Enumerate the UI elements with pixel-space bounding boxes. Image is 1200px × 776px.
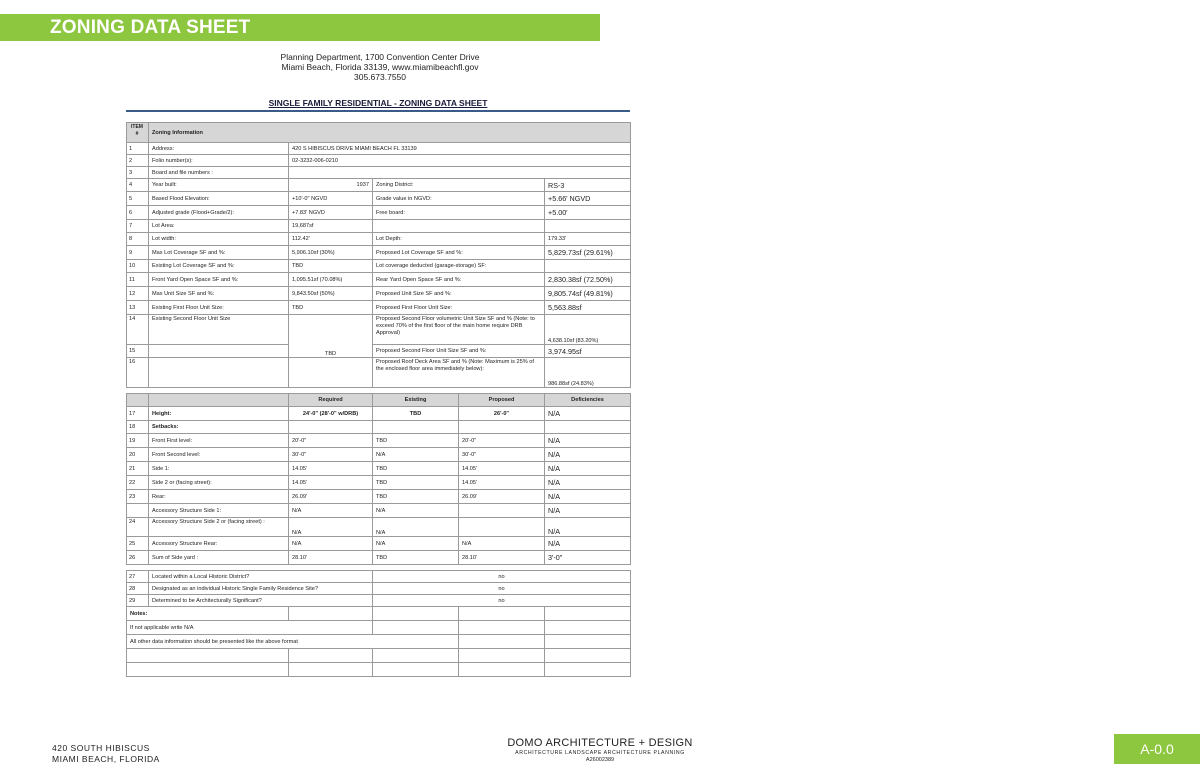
table-row <box>127 421 631 434</box>
item-number: 16 <box>127 358 149 388</box>
table-header-row <box>127 123 631 143</box>
proposed-second-floor-volumetric-value: 4,638.10sf (83.20%) <box>545 315 631 345</box>
setback-header-row <box>127 394 631 407</box>
empty-cell <box>373 663 459 677</box>
item-number: 3 <box>127 167 149 179</box>
item-number: 9 <box>127 246 149 260</box>
field-label: Lot coverage deducted (garage-storage) SF: <box>373 260 545 273</box>
proposed-value: 30'-0" <box>459 448 545 462</box>
notes-row <box>127 649 631 663</box>
notes-row <box>127 663 631 677</box>
field-label: Existing First Floor Unit Size: <box>149 301 289 315</box>
field-label: Rear: <box>149 490 289 504</box>
front-yard-value: 1,095.51sf (70.08%) <box>289 273 373 287</box>
item-number: 10 <box>127 260 149 273</box>
empty-cell <box>373 621 459 635</box>
max-unit-size-value: 9,843.50sf (50%) <box>289 287 373 301</box>
question-answer: no <box>373 595 631 607</box>
empty-cell <box>545 260 631 273</box>
proposed-unit-size-value: 9,805.74sf (49.81%) <box>545 287 631 301</box>
table-row <box>127 476 631 490</box>
lot-depth-value: 179.33' <box>545 233 631 246</box>
existing-first-floor-value: TBD <box>289 301 373 315</box>
item-number: 25 <box>127 537 149 551</box>
empty-cell <box>289 358 373 388</box>
proposed-value: 20'-0" <box>459 434 545 448</box>
field-label: Proposed Second Floor Unit Size SF and %: <box>373 345 545 358</box>
table-row <box>127 407 631 421</box>
table-row <box>127 233 631 246</box>
empty-cell <box>127 649 289 663</box>
existing-value: TBD <box>373 434 459 448</box>
table-row <box>127 583 631 595</box>
field-label: Folio number(s): <box>149 155 289 167</box>
deficiency-value: N/A <box>545 504 631 518</box>
item-number: 23 <box>127 490 149 504</box>
required-value: 30'-0" <box>289 448 373 462</box>
table-row <box>127 301 631 315</box>
zoning-table <box>126 122 631 677</box>
question-label: Designated as an individual Historic Single Family Residence Site? <box>149 583 373 595</box>
field-label: Proposed First Floor Unit Size: <box>373 301 545 315</box>
rear-yard-value: 2,830.38sf (72.50%) <box>545 273 631 287</box>
title-banner <box>0 14 600 41</box>
empty-cell <box>289 649 373 663</box>
field-label: Existing Lot Coverage SF and %: <box>149 260 289 273</box>
deficiency-value: N/A <box>545 407 631 421</box>
empty-cell <box>459 621 545 635</box>
field-label: Adjusted grade (Flood+Grade/2): <box>149 206 289 220</box>
required-value: 20'-0" <box>289 434 373 448</box>
field-label: Free board: <box>373 206 545 220</box>
address-value: 420 S HIBISCUS DRIVE MIAMI BEACH FL 33139 <box>289 143 631 155</box>
firm-license-code: A26002389 <box>585 757 615 763</box>
field-label: Proposed Roof Deck Area SF and % (Note: Maximum is 25% of the enclosed floor area immediately below): <box>373 358 545 388</box>
field-label: Board and file numbers : <box>149 167 289 179</box>
proposed-lot-coverage-value: 5,829.73sf (29.61%) <box>545 246 631 260</box>
field-label: Accessory Structure Side 2 or (facing street) : <box>149 518 289 537</box>
table-row <box>127 345 631 358</box>
field-label: Rear Yard Open Space SF and %: <box>373 273 545 287</box>
notes-line: All other data information should be presented like the above format <box>127 635 459 649</box>
empty-cell <box>545 635 631 649</box>
existing-value: N/A <box>373 448 459 462</box>
existing-value: N/A <box>373 537 459 551</box>
table-row <box>127 490 631 504</box>
department-city: Miami Beach, Florida 33139, www.miamibeachfl.gov <box>281 62 479 72</box>
required-value: 24'-0" (28'-0" w/DRB) <box>289 407 373 421</box>
field-label: Address: <box>149 143 289 155</box>
item-number: 2 <box>127 155 149 167</box>
deficiency-value: N/A <box>545 518 631 537</box>
item-number: 7 <box>127 220 149 233</box>
item-number: 21 <box>127 462 149 476</box>
table-row <box>127 155 631 167</box>
required-value: N/A <box>289 504 373 518</box>
required-column-header: Required <box>289 394 373 407</box>
existing-value: TBD <box>373 462 459 476</box>
required-value: N/A <box>289 518 373 537</box>
firm-name: DOMO ARCHITECTURE + DESIGN <box>507 737 693 749</box>
empty-cell <box>149 394 289 407</box>
empty-cell <box>373 649 459 663</box>
item-number: 5 <box>127 192 149 206</box>
empty-cell <box>149 345 289 358</box>
empty-cell <box>459 607 545 621</box>
empty-cell <box>545 421 631 434</box>
empty-cell <box>289 607 373 621</box>
department-phone: 305.673.7550 <box>354 72 406 82</box>
empty-cell <box>289 663 373 677</box>
existing-second-floor-value: TBD <box>289 315 373 358</box>
field-label: Front Second level: <box>149 448 289 462</box>
firm-disciplines: ARCHITECTURE LANDSCAPE ARCHITECTURE PLANNING <box>515 750 685 756</box>
deficiency-value: N/A <box>545 434 631 448</box>
proposed-value: 14.05' <box>459 476 545 490</box>
table-row <box>127 273 631 287</box>
notes-row <box>127 621 631 635</box>
zoning-data-sheet <box>126 96 630 688</box>
item-number: 15 <box>127 345 149 358</box>
field-label: Setbacks: <box>149 421 289 434</box>
table-row <box>127 462 631 476</box>
item-number: 4 <box>127 179 149 192</box>
empty-cell <box>545 220 631 233</box>
field-label: Side 1: <box>149 462 289 476</box>
item-number: 14 <box>127 315 149 345</box>
field-label: Height: <box>149 407 289 421</box>
empty-cell <box>373 607 459 621</box>
proposed-value <box>459 504 545 518</box>
question-answer: no <box>373 583 631 595</box>
proposed-value: 26'-0" <box>459 407 545 421</box>
table-row <box>127 551 631 565</box>
field-label: Lot width: <box>149 233 289 246</box>
max-lot-coverage-value: 5,906.10sf (30%) <box>289 246 373 260</box>
item-number: 6 <box>127 206 149 220</box>
empty-cell <box>149 358 289 388</box>
empty-cell <box>289 421 373 434</box>
field-label: Proposed Unit Size SF and %: <box>373 287 545 301</box>
field-label: Year built: <box>149 179 289 192</box>
empty-cell <box>373 220 545 233</box>
question-label: Located within a Local Historic District? <box>149 571 373 583</box>
existing-value: TBD <box>373 490 459 504</box>
table-row <box>127 448 631 462</box>
empty-cell <box>127 663 289 677</box>
item-number: 18 <box>127 421 149 434</box>
item-number: 17 <box>127 407 149 421</box>
question-label: Determined to be Architecturally Significant? <box>149 595 373 607</box>
table-row <box>127 260 631 273</box>
field-label: Max Unit Size SF and %: <box>149 287 289 301</box>
project-street: 420 SOUTH HIBISCUS <box>52 743 150 753</box>
notes-line: If not applicable write N/A <box>127 621 373 635</box>
existing-value: TBD <box>373 407 459 421</box>
required-value: 14.05' <box>289 476 373 490</box>
grade-value: +5.66' NGVD <box>545 192 631 206</box>
firm-info <box>470 737 730 763</box>
deficiency-value: N/A <box>545 462 631 476</box>
required-value: 28.10' <box>289 551 373 565</box>
table-row <box>127 206 631 220</box>
required-value: 14.05' <box>289 462 373 476</box>
lot-width-value: 112.42' <box>289 233 373 246</box>
item-number: 22 <box>127 476 149 490</box>
item-number: 20 <box>127 448 149 462</box>
table-row <box>127 167 631 179</box>
question-answer: no <box>373 571 631 583</box>
field-label: Zoning District: <box>373 179 545 192</box>
notes-row <box>127 607 631 621</box>
proposed-first-floor-value: 5,563.88sf <box>545 301 631 315</box>
table-row <box>127 434 631 448</box>
adjusted-grade-value: +7.83' NGVD <box>289 206 373 220</box>
field-label: Front First level: <box>149 434 289 448</box>
page-title: ZONING DATA SHEET <box>50 17 251 38</box>
deficiency-value: N/A <box>545 476 631 490</box>
item-number: 26 <box>127 551 149 565</box>
table-row <box>127 315 631 345</box>
project-address <box>52 743 160 765</box>
item-number: 13 <box>127 301 149 315</box>
item-number: 8 <box>127 233 149 246</box>
lot-area-value: 19,687sf <box>289 220 373 233</box>
field-label: Side 2 or (facing street): <box>149 476 289 490</box>
deficiency-value: N/A <box>545 490 631 504</box>
table-row <box>127 595 631 607</box>
proposed-value: 26.09' <box>459 490 545 504</box>
zoning-information-header: Zoning Information <box>149 123 631 143</box>
zoning-district-value: RS-3 <box>545 179 631 192</box>
table-row <box>127 537 631 551</box>
department-info <box>260 52 500 82</box>
empty-cell <box>289 167 631 179</box>
table-row <box>127 246 631 260</box>
field-label: Existing Second Floor Unit Size <box>149 315 289 345</box>
existing-column-header: Existing <box>373 394 459 407</box>
field-label: Accessory Structure Side 1: <box>149 504 289 518</box>
item-number: 27 <box>127 571 149 583</box>
empty-cell <box>545 607 631 621</box>
notes-row <box>127 635 631 649</box>
existing-lot-coverage-value: TBD <box>289 260 373 273</box>
item-number: 19 <box>127 434 149 448</box>
field-label: Proposed Lot Coverage SF and %: <box>373 246 545 260</box>
proposed-value: N/A <box>459 537 545 551</box>
proposed-value: 14.05' <box>459 462 545 476</box>
table-row <box>127 143 631 155</box>
notes-title: Notes: <box>127 607 289 621</box>
existing-value: TBD <box>373 476 459 490</box>
item-number: 24 <box>127 518 149 537</box>
field-label: Based Flood Elevation: <box>149 192 289 206</box>
table-row <box>127 518 631 537</box>
sheet-number-badge: A-0.0 <box>1114 734 1200 764</box>
field-label: Max Lot Coverage SF and %: <box>149 246 289 260</box>
deficiency-value: 3'-0" <box>545 551 631 565</box>
deficiency-value: N/A <box>545 537 631 551</box>
field-label: Sum of Side yard : <box>149 551 289 565</box>
project-city: MIAMI BEACH, FLORIDA <box>52 754 160 764</box>
sheet-title: SINGLE FAMILY RESIDENTIAL - ZONING DATA SHEET <box>126 96 630 112</box>
table-row <box>127 179 631 192</box>
empty-cell <box>373 421 459 434</box>
flood-elevation-value: +10'-0" NGVD <box>289 192 373 206</box>
field-label: Front Yard Open Space SF and %: <box>149 273 289 287</box>
item-number: 28 <box>127 583 149 595</box>
deficiency-value: N/A <box>545 448 631 462</box>
field-label: Lot Depth: <box>373 233 545 246</box>
empty-cell <box>459 421 545 434</box>
table-row <box>127 358 631 388</box>
item-number: 12 <box>127 287 149 301</box>
proposed-column-header: Proposed <box>459 394 545 407</box>
existing-value: N/A <box>373 518 459 537</box>
item-number <box>127 504 149 518</box>
empty-cell <box>459 635 545 649</box>
field-label: Proposed Second Floor volumetric Unit Size SF and % (Note: to exceed 70% of the first floor of the main home require DRB Approval) <box>373 315 545 345</box>
table-row <box>127 504 631 518</box>
table-row <box>127 571 631 583</box>
proposed-value <box>459 518 545 537</box>
empty-cell <box>545 663 631 677</box>
field-label: Accessory Structure Rear: <box>149 537 289 551</box>
empty-cell <box>127 394 149 407</box>
required-value: N/A <box>289 537 373 551</box>
proposed-roof-deck-value: 986.88sf (24.83%) <box>545 358 631 388</box>
item-number: 29 <box>127 595 149 607</box>
table-row <box>127 287 631 301</box>
table-row <box>127 192 631 206</box>
deficiencies-column-header: Deficiencies <box>545 394 631 407</box>
required-value: 26.09' <box>289 490 373 504</box>
empty-cell <box>545 649 631 663</box>
table-row <box>127 220 631 233</box>
empty-cell <box>545 621 631 635</box>
year-built-value: 1937 <box>289 179 373 192</box>
empty-cell <box>459 649 545 663</box>
item-number-header: ITEM # <box>127 123 149 143</box>
free-board-value: +5.00' <box>545 206 631 220</box>
existing-value: N/A <box>373 504 459 518</box>
existing-value: TBD <box>373 551 459 565</box>
empty-cell <box>459 663 545 677</box>
item-number: 1 <box>127 143 149 155</box>
department-address: Planning Department, 1700 Convention Center Drive <box>280 52 480 62</box>
field-label: Lot Area: <box>149 220 289 233</box>
proposed-value: 28.10' <box>459 551 545 565</box>
proposed-second-floor-value: 3,974.95sf <box>545 345 631 358</box>
field-label: Grade value in NGVD: <box>373 192 545 206</box>
item-number: 11 <box>127 273 149 287</box>
folio-value: 02-3232-006-0210 <box>289 155 631 167</box>
